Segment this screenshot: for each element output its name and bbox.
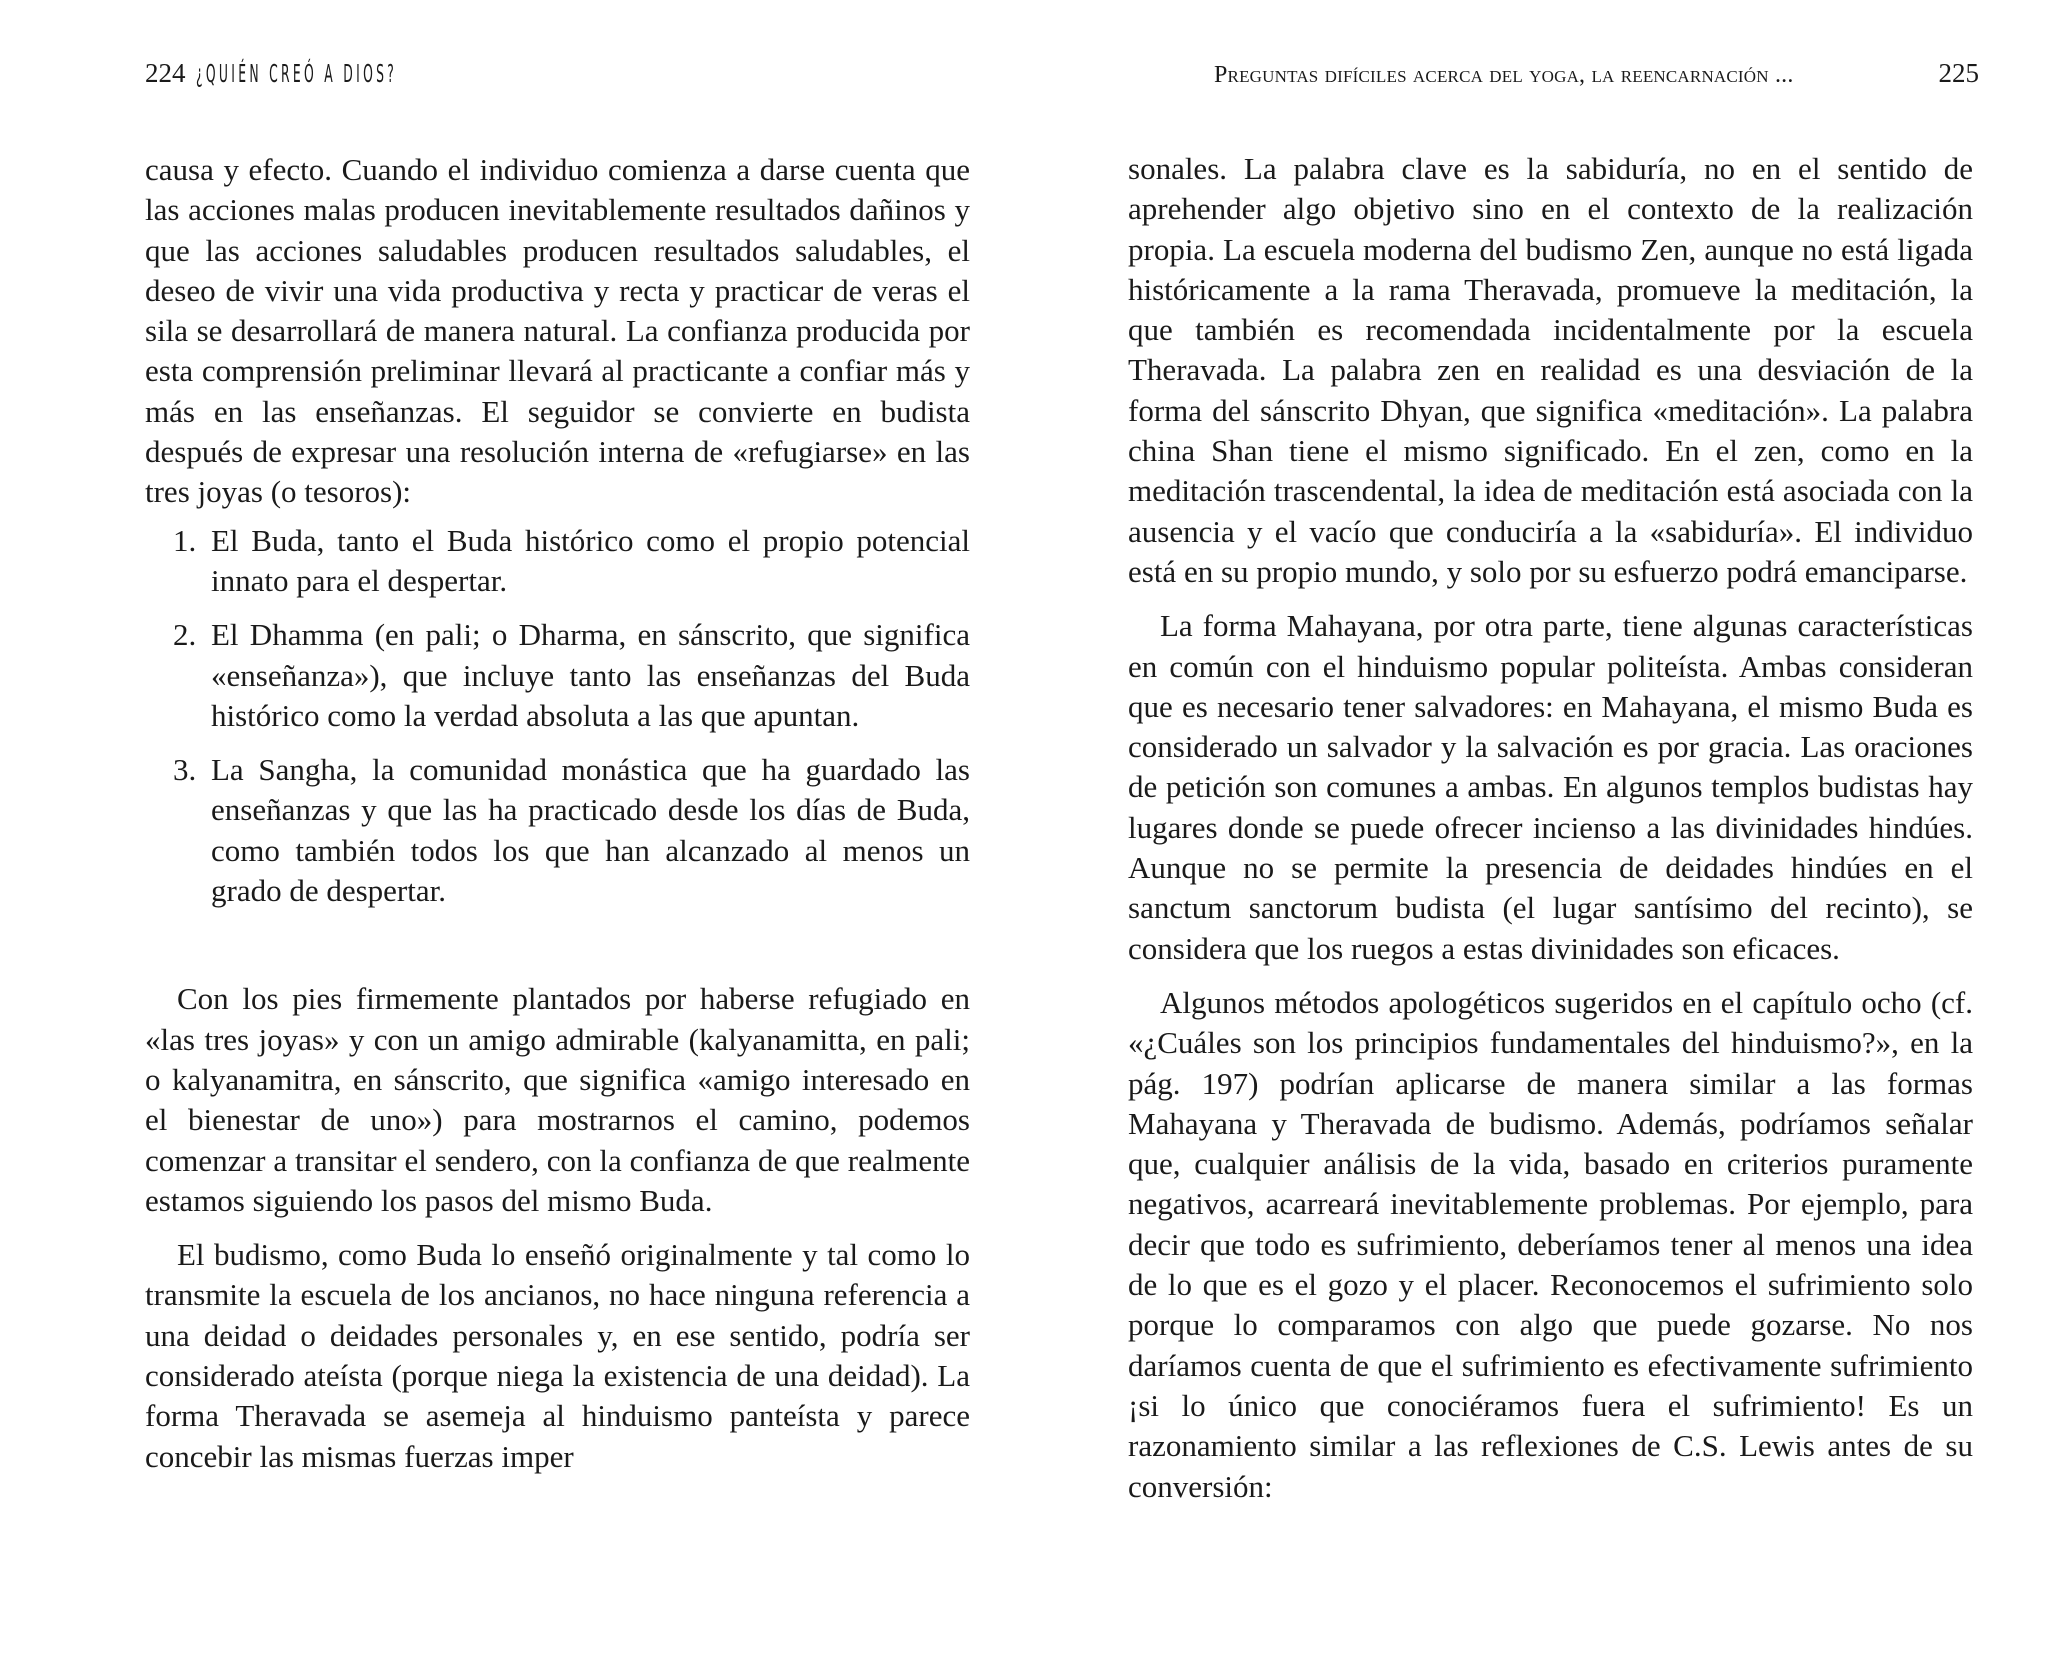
right-page-number: 225 <box>1938 58 1979 88</box>
list-item-text: El Dhamma (en pali; o Dharma, en sánscrito, que significa «enseñanza»), que incluye tanto las enseñanzas del Buda histórico como la verdad absoluta a las que apuntan. <box>211 617 970 733</box>
list-item <box>173 750 970 911</box>
right-running-head <box>1214 58 1979 98</box>
left-running-title: ¿QUIÉN CREÓ A DIOS? <box>195 59 397 88</box>
left-paragraph-3: El budismo, como Buda lo enseñó originalmente y tal como lo transmite la escuela de los ancianos, no hace ninguna referencia a una deidad o deidades personales y, en ese sentido, podría ser considerado ateísta (porque niega la existencia de una deidad). La forma Theravada se asemeja al hinduismo panteísta y parece concebir las mismas fuerzas imper <box>145 1237 970 1474</box>
right-paragraph-3: Algunos métodos apologéticos sugeridos en el capítulo ocho (cf. «¿Cuáles son los principios fundamentales del hinduismo?», en la pág. 197) podrían aplicarse de manera similar a las formas Mahayana y Theravada de budismo. Además, podríamos señalar que, cualquier análisis de la vida, basado en criterios puramente negativos, acarreará inevitablemente problemas. Por ejemplo, para decir que todo es sufrimiento, deberíamos tener al menos una idea de lo que es el gozo y el placer. Reconocemos el sufrimiento solo porque lo comparamos con algo que puede gozarse. No nos daríamos cuenta de que el sufrimiento es efectivamente sufrimiento ¡si lo único que conociéramos fuera el sufrimiento! Es un razonamiento similar a las reflexiones de C.S. Lewis antes de su conversión: <box>1128 984 1973 1504</box>
left-page-body <box>145 150 970 1477</box>
list-item <box>173 615 970 736</box>
list-item-text: La Sangha, la comunidad monástica que ha guardado las enseñanzas y que las ha practicado desde los días de Buda, como también todos los que han alcanzado al menos un grado de despertar. <box>211 752 970 909</box>
left-paragraph-1: causa y efecto. Cuando el individuo comienza a darse cuenta que las acciones malas producen inevitablemente resultados dañinos y que las acciones saludables producen resultados saludables, el deseo de vivir una vida productiva y recta y practicar de veras el sila se desarrollará de manera natural. La confianza producida por esta comprensión preliminar llevará al practicante a confiar más y más en las enseñanzas. El seguidor se convierte en budista después de expresar una resolución interna de «refugiarse» en las tres joyas (o tesoros): <box>145 152 970 510</box>
list-item <box>173 521 970 602</box>
left-paragraph-2: Con los pies firmemente plantados por haberse refugiado en «las tres joyas» y con un amigo admirable (kalyanamitta, en pali; o kalyanamitra, en sánscrito, que significa «amigo interesado en el bienestar de uno») para mostrarnos el camino, podemos comenzar a transitar el sendero, con la confianza de que realmente estamos siguiendo los pasos del mismo Buda. <box>145 981 970 1218</box>
right-page <box>1024 0 2048 1672</box>
list-item-text: El Buda, tanto el Buda histórico como el propio potencial innato para el despertar. <box>211 522 970 598</box>
right-page-body <box>1128 149 1973 1507</box>
three-jewels-list <box>145 521 970 912</box>
left-page-number: 224 <box>145 58 186 88</box>
right-running-title: Preguntas difíciles acerca del yoga, la reencarnación ... <box>1214 62 1794 88</box>
list-item-number: 2. <box>173 617 197 653</box>
list-item-number: 3. <box>173 752 197 788</box>
list-item-number: 1. <box>173 522 197 558</box>
right-paragraph-1: sonales. La palabra clave es la sabiduría, no en el sentido de aprehender algo objetivo sino en el contexto de la realización propia. La escuela moderna del budismo Zen, aunque no está ligada históricamente a la rama Theravada, promueve la meditación, la que también es recomendada incidentalmente por la escuela Theravada. La palabra zen en realidad es una desviación de la forma del sánscrito Dhyan, que significa «meditación». La palabra china Shan tiene el mismo significado. En el zen, como en la meditación trascendental, la idea de meditación está asociada con la ausencia y el vacío que conduciría a la «sabiduría». El individuo está en su propio mundo, y solo por su esfuerzo podrá emanciparse. <box>1128 151 1973 589</box>
left-running-head <box>145 58 561 98</box>
right-paragraph-2: La forma Mahayana, por otra parte, tiene algunas características en común con el hinduismo popular politeísta. Ambas consideran que es necesario tener salvadores: en Mahayana, el mismo Buda es considerado un salvador y la salvación es por gracia. Las oraciones de petición son comunes a ambas. En algunos templos budistas hay lugares donde se puede ofrecer incienso a las divinidades hindúes. Aunque no se permite la presencia de deidades hindúes en el sanctum sanctorum budista (el lugar santísimo del recinto), se considera que los ruegos a estas divinidades son eficaces. <box>1128 608 1973 966</box>
